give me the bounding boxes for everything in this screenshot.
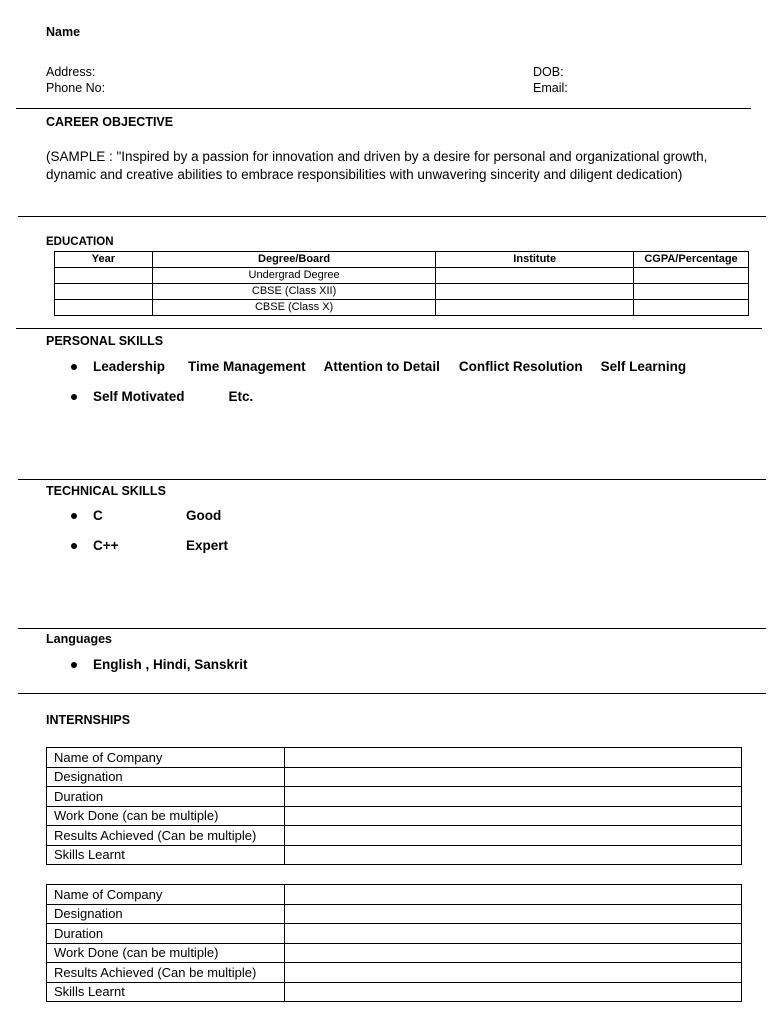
skill-level: Good — [186, 508, 222, 523]
education-header-row — [55, 252, 749, 268]
skill-item: Etc. — [228, 389, 254, 404]
table-row — [47, 963, 742, 983]
field-label: Duration — [47, 924, 285, 944]
table-row — [47, 904, 742, 924]
field-value[interactable] — [285, 826, 742, 846]
field-value[interactable] — [285, 982, 742, 1002]
table-row — [55, 268, 749, 284]
skill-name: C++ — [93, 538, 119, 553]
phone-label: Phone No: — [46, 81, 106, 95]
col-header: Year — [55, 252, 153, 268]
divider — [18, 479, 766, 480]
field-label: Duration — [47, 787, 285, 807]
divider — [16, 328, 762, 329]
name-label: Name — [46, 25, 81, 39]
table-cell: CBSE (Class XII) — [152, 284, 436, 300]
address-label: Address: — [46, 65, 96, 79]
skill-level: Expert — [186, 538, 229, 553]
table-row — [47, 845, 742, 865]
table-cell — [55, 268, 153, 284]
field-value[interactable] — [285, 845, 742, 865]
skill-item: Self Learning — [600, 359, 687, 374]
table-cell — [436, 284, 634, 300]
table-row — [55, 284, 749, 300]
divider — [16, 108, 751, 109]
table-row — [47, 767, 742, 787]
career-objective-line-2: dynamic and creative abilities to embrace responsibilities with unwavering sincerity and diligent dedication) — [46, 167, 683, 182]
col-header: CGPA/Percentage — [634, 252, 749, 268]
technical-skill-row — [71, 508, 221, 523]
table-row — [55, 300, 749, 316]
personal-skills-heading: PERSONAL SKILLS — [46, 334, 164, 348]
bullet-icon — [71, 394, 77, 400]
languages-heading: Languages — [46, 632, 112, 646]
field-label: Results Achieved (Can be multiple) — [47, 826, 285, 846]
field-value[interactable] — [285, 748, 742, 768]
personal-skills-row-1 — [71, 359, 686, 374]
personal-skills-row-2 — [71, 389, 253, 404]
table-row — [47, 806, 742, 826]
col-header: Institute — [436, 252, 634, 268]
field-label: Work Done (can be multiple) — [47, 943, 285, 963]
languages-row — [71, 657, 248, 672]
field-value[interactable] — [285, 885, 742, 905]
table-cell — [634, 284, 749, 300]
skill-item: Time Management — [188, 359, 306, 374]
field-value[interactable] — [285, 806, 742, 826]
table-cell — [55, 300, 153, 316]
career-objective-heading: CAREER OBJECTIVE — [46, 115, 174, 129]
field-value[interactable] — [285, 767, 742, 787]
table-cell — [436, 268, 634, 284]
divider — [18, 216, 766, 217]
table-cell — [436, 300, 634, 316]
table-cell: CBSE (Class X) — [152, 300, 436, 316]
languages-list: English , Hindi, Sanskrit — [93, 657, 248, 672]
field-label: Work Done (can be multiple) — [47, 806, 285, 826]
col-header: Degree/Board — [152, 252, 436, 268]
table-cell — [55, 284, 153, 300]
table-row — [47, 885, 742, 905]
table-cell: Undergrad Degree — [152, 268, 436, 284]
skill-item: Self Motivated — [93, 389, 185, 404]
table-row — [47, 943, 742, 963]
internship-table — [46, 884, 742, 1002]
skill-item: Attention to Detail — [323, 359, 440, 374]
career-objective-line-1: (SAMPLE : "Inspired by a passion for innovation and driven by a desire for personal and organizational growth, — [46, 149, 708, 164]
email-label: Email: — [533, 81, 568, 95]
technical-skills-heading: TECHNICAL SKILLS — [46, 484, 166, 498]
table-row — [47, 826, 742, 846]
field-label: Name of Company — [47, 885, 285, 905]
bullet-icon — [71, 513, 77, 519]
table-row — [47, 787, 742, 807]
field-label: Designation — [47, 767, 285, 787]
field-label: Results Achieved (Can be multiple) — [47, 963, 285, 983]
table-row — [47, 748, 742, 768]
dob-label: DOB: — [533, 65, 564, 79]
field-label: Skills Learnt — [47, 982, 285, 1002]
divider — [18, 628, 766, 629]
internship-table — [46, 747, 742, 865]
skill-item: Conflict Resolution — [458, 359, 583, 374]
table-cell — [634, 300, 749, 316]
technical-skill-row — [71, 538, 228, 553]
field-label: Name of Company — [47, 748, 285, 768]
education-table — [54, 251, 749, 316]
education-heading: EDUCATION — [46, 236, 114, 248]
skill-item: Leadership — [93, 359, 166, 374]
career-objective-text — [46, 148, 768, 184]
table-cell — [634, 268, 749, 284]
field-value[interactable] — [285, 904, 742, 924]
table-row — [47, 924, 742, 944]
field-value[interactable] — [285, 787, 742, 807]
bullet-icon — [71, 364, 77, 370]
skill-name: C — [93, 508, 103, 523]
field-value[interactable] — [285, 963, 742, 983]
bullet-icon — [71, 662, 77, 668]
divider — [18, 693, 766, 694]
internships-heading: INTERNSHIPS — [46, 713, 131, 727]
table-row — [47, 982, 742, 1002]
field-label: Designation — [47, 904, 285, 924]
field-value[interactable] — [285, 943, 742, 963]
field-label: Skills Learnt — [47, 845, 285, 865]
field-value[interactable] — [285, 924, 742, 944]
bullet-icon — [71, 543, 77, 549]
